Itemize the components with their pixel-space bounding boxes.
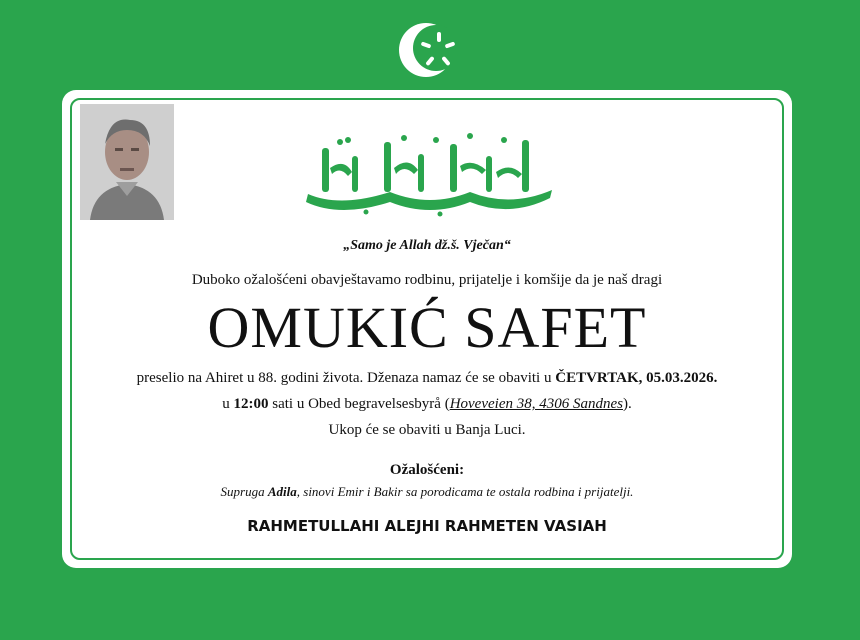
crescent-star-icon [392,12,468,88]
portrait-photo [80,104,174,220]
funeral-paragraph-1 [62,370,792,387]
p1-text: preselio na Ahiret u 88. godini života. Dženaza namaz će se obaviti u [136,370,556,386]
spouse-name: Adila [267,484,297,499]
mourners-text [62,484,792,500]
quote: „Samo je Allah dž.š. Vječan“ [343,238,511,253]
p2-text-b: sati u Obed begravelsesbyrå ( [268,396,450,412]
p1-end: . [713,370,718,386]
bottom-band [0,630,860,640]
intro-text: Duboko ožalošćeni obavještavamo rodbinu, prijatelje i komšije da je naš dragi [191,272,663,288]
funeral-time: 12:00 [233,396,269,412]
funeral-date: 05.03.2026 [646,370,714,386]
funeral-address: Hoveveien 38, 4306 Sandnes [449,396,623,412]
deceased-name: OMUKIĆ SAFET [207,295,647,360]
arabic-calligraphy [300,128,560,218]
mourners-prefix: Supruga [220,484,268,499]
funeral-day: ČETVRTAK [555,370,639,386]
p1-sep: , [638,370,647,386]
p2-text-a: u [222,396,234,412]
mourners-rest: , sinovi Emir i Bakir sa porodicama te ostala rodbina i prijatelji. [296,484,634,499]
closing-prayer: RAHMETULLAHI ALEJHI RAHMETEN VASIAH [247,517,607,535]
p2-text-c: ). [622,396,632,412]
funeral-paragraph-2 [62,396,792,413]
mourners-title: Ožalošćeni: [389,462,465,478]
burial-text: Ukop će se obaviti u Banja Luci. [328,422,526,438]
